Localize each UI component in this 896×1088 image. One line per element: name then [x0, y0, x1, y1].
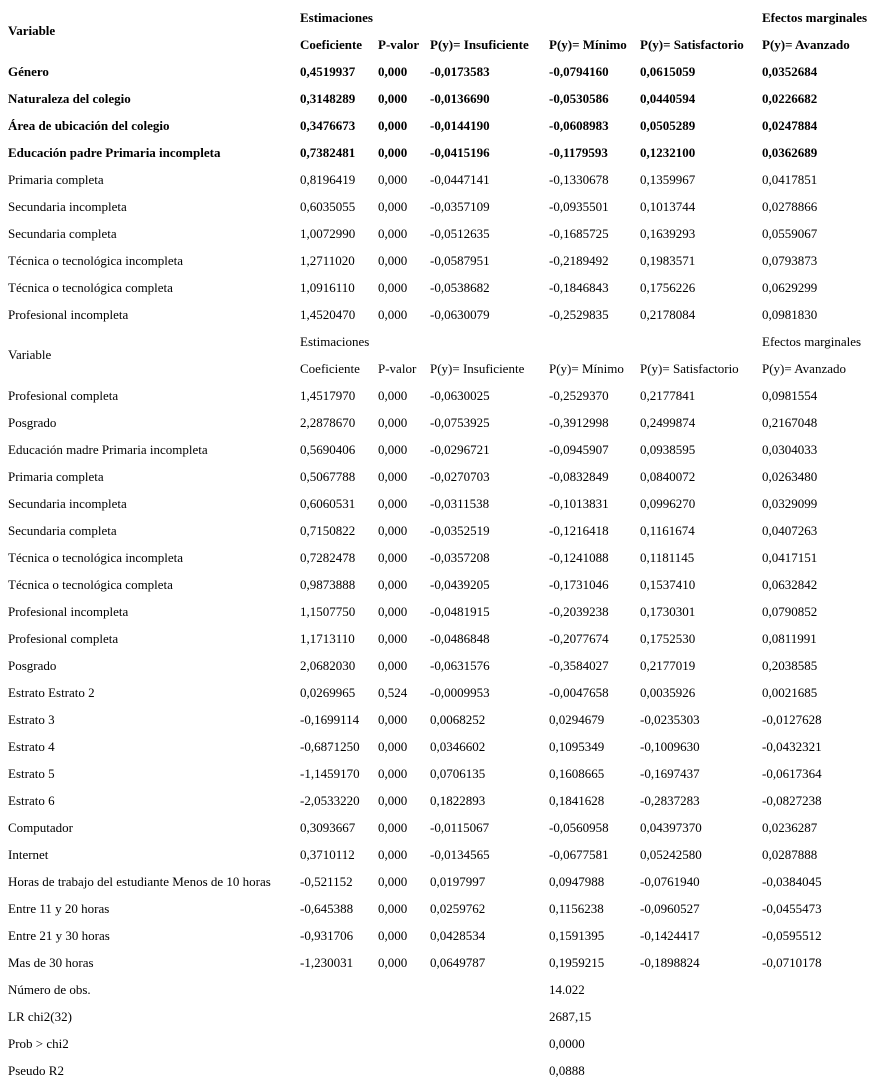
p-valor-cell: 0,000 — [378, 226, 408, 241]
variable-cell: Mas de 30 horas — [8, 955, 94, 970]
col-satisfactorio: P(y)= Satisfactorio — [640, 37, 744, 52]
p-valor-cell: 0,000 — [378, 901, 408, 916]
avanzado-cell: 0,0417851 — [762, 172, 818, 187]
insuficiente-cell: -0,0447141 — [430, 172, 490, 187]
variable-cell: Profesional incompleta — [8, 307, 129, 322]
stat-value: 14.022 — [549, 982, 585, 997]
table-row — [0, 193, 896, 220]
satisfactorio-cell: 0,2499874 — [640, 415, 696, 430]
p-valor-cell: 0,000 — [378, 820, 408, 835]
model-stats — [0, 976, 896, 1084]
variable-cell: Técnica o tecnológica incompleta — [8, 550, 184, 565]
table-body-1 — [0, 58, 896, 328]
insuficiente-cell: -0,0538682 — [430, 280, 490, 295]
avanzado-cell: -0,0595512 — [762, 928, 822, 943]
coeficiente-cell: -0,1699114 — [300, 712, 360, 727]
minimo-cell: 0,1156238 — [549, 901, 604, 916]
col-satisfactorio: P(y)= Satisfactorio — [640, 361, 739, 376]
coeficiente-cell: 0,9873888 — [300, 577, 356, 592]
table-header-2 — [0, 328, 896, 382]
satisfactorio-cell: -0,1697437 — [640, 766, 700, 781]
p-valor-cell: 0,000 — [378, 145, 408, 160]
satisfactorio-cell: -0,1898824 — [640, 955, 700, 970]
table-row — [0, 247, 896, 274]
variable-cell: Estrato 6 — [8, 793, 55, 808]
avanzado-cell: -0,0617364 — [762, 766, 822, 781]
coeficiente-cell: 1,4517970 — [300, 388, 356, 403]
coeficiente-cell: 1,1713110 — [300, 631, 355, 646]
p-valor-cell: 0,000 — [378, 118, 408, 133]
satisfactorio-cell: 0,0615059 — [640, 64, 696, 79]
table-row — [0, 490, 896, 517]
insuficiente-cell: -0,0136690 — [430, 91, 490, 106]
satisfactorio-cell: 0,0035926 — [640, 685, 696, 700]
minimo-cell: -0,0935501 — [549, 199, 609, 214]
table-row — [0, 679, 896, 706]
p-valor-cell: 0,000 — [378, 199, 408, 214]
stat-value: 0,0888 — [549, 1063, 585, 1078]
insuficiente-cell: 0,1822893 — [430, 793, 486, 808]
table-row — [0, 85, 896, 112]
table-row — [0, 949, 896, 976]
variable-cell: Secundaria completa — [8, 523, 117, 538]
p-valor-cell: 0,000 — [378, 739, 408, 754]
insuficiente-cell: 0,0346602 — [430, 739, 486, 754]
minimo-cell: 0,1841628 — [549, 793, 605, 808]
satisfactorio-cell: 0,04397370 — [640, 820, 702, 835]
coeficiente-cell: 0,4519937 — [300, 64, 356, 79]
satisfactorio-cell: 0,1232100 — [640, 145, 696, 160]
table-row — [0, 301, 896, 328]
p-valor-cell: 0,000 — [378, 415, 408, 430]
avanzado-cell: -0,0710178 — [762, 955, 822, 970]
satisfactorio-cell: -0,1009630 — [640, 739, 700, 754]
stat-value: 0,0000 — [549, 1036, 585, 1051]
table-row — [0, 625, 896, 652]
p-valor-cell: 0,000 — [378, 442, 408, 457]
avanzado-cell: 0,0021685 — [762, 685, 818, 700]
insuficiente-cell: -0,0357208 — [430, 550, 490, 565]
insuficiente-cell: 0,0706135 — [430, 766, 486, 781]
stat-row — [0, 976, 896, 1003]
estimaciones-group-header: Estimaciones — [300, 10, 373, 25]
coeficiente-cell: 0,7282478 — [300, 550, 356, 565]
p-valor-cell: 0,000 — [378, 550, 408, 565]
insuficiente-cell: 0,0649787 — [430, 955, 486, 970]
satisfactorio-cell: 0,1756226 — [640, 280, 696, 295]
minimo-cell: -0,1216418 — [549, 523, 609, 538]
satisfactorio-cell: 0,1013744 — [640, 199, 696, 214]
avanzado-cell: -0,0127628 — [762, 712, 822, 727]
stat-label: Pseudo R2 — [8, 1063, 64, 1078]
col-insuficiente: P(y)= Insuficiente — [430, 361, 525, 376]
stat-label: Número de obs. — [8, 982, 91, 997]
minimo-cell: -0,0608983 — [549, 118, 609, 133]
insuficiente-cell: 0,0259762 — [430, 901, 486, 916]
satisfactorio-cell: 0,1181145 — [640, 550, 695, 565]
efectos-marginales-group-header: Efectos marginales — [762, 10, 868, 25]
insuficiente-cell: 0,0197997 — [430, 874, 486, 889]
insuficiente-cell: -0,0311538 — [430, 496, 490, 511]
coeficiente-cell: 0,3148289 — [300, 91, 356, 106]
insuficiente-cell: -0,0630025 — [430, 388, 490, 403]
avanzado-cell: 0,0352684 — [762, 64, 818, 79]
insuficiente-cell: 0,0068252 — [430, 712, 486, 727]
coeficiente-cell: 0,0269965 — [300, 685, 356, 700]
table-row — [0, 166, 896, 193]
insuficiente-cell: -0,0587951 — [430, 253, 490, 268]
minimo-cell: -0,0047658 — [549, 685, 609, 700]
satisfactorio-cell: 0,05242580 — [640, 847, 702, 862]
avanzado-cell: 0,0329099 — [762, 496, 818, 511]
table-row — [0, 544, 896, 571]
minimo-cell: 0,1959215 — [549, 955, 605, 970]
insuficiente-cell: -0,0631576 — [430, 658, 490, 673]
table-row — [0, 274, 896, 301]
coeficiente-cell: 0,6035055 — [300, 199, 356, 214]
stat-row — [0, 1030, 896, 1057]
insuficiente-cell: -0,0173583 — [430, 64, 490, 79]
efectos-marginales-group-header: Efectos marginales — [762, 334, 862, 349]
p-valor-cell: 0,000 — [378, 874, 408, 889]
coeficiente-cell: 1,4520470 — [300, 307, 356, 322]
coeficiente-cell: 0,6060531 — [300, 496, 356, 511]
satisfactorio-cell: 0,0938595 — [640, 442, 696, 457]
avanzado-cell: 0,0362689 — [762, 145, 818, 160]
variable-cell: Educación madre Primaria incompleta — [8, 442, 208, 457]
coeficiente-cell: 0,5690406 — [300, 442, 356, 457]
avanzado-cell: 0,0811991 — [762, 631, 817, 646]
col-p-valor: P-valor — [378, 361, 417, 376]
minimo-cell: -0,1179593 — [549, 145, 608, 160]
insuficiente-cell: -0,0439205 — [430, 577, 490, 592]
avanzado-cell: -0,0384045 — [762, 874, 822, 889]
p-valor-cell: 0,524 — [378, 685, 408, 700]
insuficiente-cell: -0,0512635 — [430, 226, 490, 241]
p-valor-cell: 0,000 — [378, 658, 408, 673]
satisfactorio-cell: 0,1639293 — [640, 226, 696, 241]
stat-row — [0, 1057, 896, 1084]
coeficiente-cell: 0,8196419 — [300, 172, 356, 187]
avanzado-cell: 0,0304033 — [762, 442, 818, 457]
avanzado-cell: 0,0981830 — [762, 307, 818, 322]
table-row — [0, 598, 896, 625]
satisfactorio-cell: 0,1359967 — [640, 172, 696, 187]
minimo-cell: -0,0677581 — [549, 847, 609, 862]
table-row — [0, 733, 896, 760]
variable-cell: Entre 11 y 20 horas — [8, 901, 110, 916]
avanzado-cell: 0,2038585 — [762, 658, 818, 673]
stat-label: LR chi2(32) — [8, 1009, 72, 1024]
variable-cell: Estrato Estrato 2 — [8, 685, 95, 700]
satisfactorio-cell: 0,2178084 — [640, 307, 696, 322]
insuficiente-cell: -0,0009953 — [430, 685, 490, 700]
p-valor-cell: 0,000 — [378, 280, 408, 295]
variable-cell: Técnica o tecnológica completa — [8, 577, 173, 592]
minimo-cell: -0,2189492 — [549, 253, 609, 268]
minimo-cell: -0,2529835 — [549, 307, 609, 322]
avanzado-cell: 0,0790852 — [762, 604, 818, 619]
coeficiente-cell: -0,645388 — [300, 901, 354, 916]
variable-cell: Secundaria completa — [8, 226, 117, 241]
insuficiente-cell: -0,0296721 — [430, 442, 490, 457]
coeficiente-cell: 2,2878670 — [300, 415, 356, 430]
table-row — [0, 436, 896, 463]
minimo-cell: 0,0947988 — [549, 874, 605, 889]
p-valor-cell: 0,000 — [378, 523, 408, 538]
variable-cell: Primaria completa — [8, 172, 104, 187]
col-minimo: P(y)= Mínimo — [549, 37, 627, 52]
table-row — [0, 895, 896, 922]
col-coeficiente: Coeficiente — [300, 361, 360, 376]
variable-cell: Área de ubicación del colegio — [8, 118, 170, 133]
variable-cell: Primaria completa — [8, 469, 104, 484]
insuficiente-cell: -0,0415196 — [430, 145, 490, 160]
table-row — [0, 220, 896, 247]
col-insuficiente: P(y)= Insuficiente — [430, 37, 529, 52]
table-row — [0, 571, 896, 598]
p-valor-cell: 0,000 — [378, 64, 408, 79]
table-row — [0, 787, 896, 814]
stat-value: 2687,15 — [549, 1009, 592, 1024]
coeficiente-cell: -0,6871250 — [300, 739, 360, 754]
variable-cell: Estrato 4 — [8, 739, 55, 754]
minimo-cell: 0,1591395 — [549, 928, 605, 943]
minimo-cell: -0,2039238 — [549, 604, 609, 619]
table-row — [0, 463, 896, 490]
insuficiente-cell: -0,0270703 — [430, 469, 490, 484]
satisfactorio-cell: 0,0440594 — [640, 91, 696, 106]
variable-cell: Género — [8, 64, 49, 79]
variable-cell: Naturaleza del colegio — [8, 91, 131, 106]
avanzado-cell: 0,0981554 — [762, 388, 818, 403]
variable-cell: Internet — [8, 847, 49, 862]
variable-cell: Profesional completa — [8, 631, 119, 646]
minimo-cell: -0,0530586 — [549, 91, 609, 106]
insuficiente-cell: -0,0115067 — [430, 820, 490, 835]
avanzado-cell: -0,0455473 — [762, 901, 822, 916]
coeficiente-cell: 0,7382481 — [300, 145, 356, 160]
variable-cell: Profesional completa — [8, 388, 119, 403]
coeficiente-cell: 1,0916110 — [300, 280, 355, 295]
p-valor-cell: 0,000 — [378, 712, 408, 727]
insuficiente-cell: -0,0486848 — [430, 631, 490, 646]
avanzado-cell: 0,0247884 — [762, 118, 818, 133]
header-row-groups — [0, 4, 896, 38]
insuficiente-cell: 0,0428534 — [430, 928, 486, 943]
insuficiente-cell: -0,0357109 — [430, 199, 490, 214]
coeficiente-cell: -1,1459170 — [300, 766, 360, 781]
satisfactorio-cell: -0,0761940 — [640, 874, 700, 889]
p-valor-cell: 0,000 — [378, 577, 408, 592]
satisfactorio-cell: -0,0235303 — [640, 712, 700, 727]
insuficiente-cell: -0,0753925 — [430, 415, 490, 430]
col-minimo: P(y)= Mínimo — [549, 361, 624, 376]
p-valor-cell: 0,000 — [378, 847, 408, 862]
minimo-cell: -0,1731046 — [549, 577, 609, 592]
minimo-cell: -0,3912998 — [549, 415, 609, 430]
insuficiente-cell: -0,0352519 — [430, 523, 490, 538]
table-row — [0, 112, 896, 139]
table-row — [0, 814, 896, 841]
insuficiente-cell: -0,0144190 — [430, 118, 490, 133]
avanzado-cell: 0,0263480 — [762, 469, 818, 484]
p-valor-cell: 0,000 — [378, 928, 408, 943]
p-valor-cell: 0,000 — [378, 172, 408, 187]
p-valor-cell: 0,000 — [378, 496, 408, 511]
coeficiente-cell: 1,2711020 — [300, 253, 355, 268]
variable-cell: Profesional incompleta — [8, 604, 129, 619]
table-row — [0, 841, 896, 868]
coeficiente-cell: -0,931706 — [300, 928, 354, 943]
table-row — [0, 760, 896, 787]
coeficiente-cell: 0,7150822 — [300, 523, 356, 538]
p-valor-cell: 0,000 — [378, 793, 408, 808]
satisfactorio-cell: 0,1730301 — [640, 604, 696, 619]
avanzado-cell: 0,0793873 — [762, 253, 818, 268]
variable-cell: Educación padre Primaria incompleta — [8, 145, 221, 160]
col-avanzado: P(y)= Avanzado — [762, 37, 850, 52]
avanzado-cell: 0,0278866 — [762, 199, 818, 214]
avanzado-cell: 0,0632842 — [762, 577, 818, 592]
coeficiente-cell: 1,0072990 — [300, 226, 356, 241]
satisfactorio-cell: 0,2177019 — [640, 658, 696, 673]
coeficiente-cell: -2,0533220 — [300, 793, 360, 808]
minimo-cell: -0,1846843 — [549, 280, 609, 295]
table-row — [0, 922, 896, 949]
coeficiente-cell: 0,5067788 — [300, 469, 356, 484]
satisfactorio-cell: 0,2177841 — [640, 388, 696, 403]
p-valor-cell: 0,000 — [378, 388, 408, 403]
header-row-columns — [0, 355, 896, 382]
satisfactorio-cell: 0,0505289 — [640, 118, 696, 133]
table-row — [0, 517, 896, 544]
minimo-cell: -0,2529370 — [549, 388, 609, 403]
p-valor-cell: 0,000 — [378, 604, 408, 619]
satisfactorio-cell: -0,0960527 — [640, 901, 700, 916]
table-row — [0, 652, 896, 679]
avanzado-cell: 0,0226682 — [762, 91, 818, 106]
coeficiente-cell: 0,3710112 — [300, 847, 355, 862]
variable-cell: Entre 21 y 30 horas — [8, 928, 110, 943]
minimo-cell: -0,1013831 — [549, 496, 609, 511]
table-row — [0, 409, 896, 436]
minimo-cell: 0,1608665 — [549, 766, 605, 781]
coeficiente-cell: -1,230031 — [300, 955, 354, 970]
coeficiente-cell: 1,1507750 — [300, 604, 356, 619]
table-row — [0, 706, 896, 733]
table-row — [0, 868, 896, 895]
variable-cell: Secundaria incompleta — [8, 496, 127, 511]
avanzado-cell: 0,0417151 — [762, 550, 818, 565]
satisfactorio-cell: 0,1161674 — [640, 523, 695, 538]
table-row — [0, 58, 896, 85]
p-valor-cell: 0,000 — [378, 766, 408, 781]
satisfactorio-cell: -0,1424417 — [640, 928, 700, 943]
col-p-valor: P-valor — [378, 37, 420, 52]
satisfactorio-cell: 0,1537410 — [640, 577, 696, 592]
variable-cell: Posgrado — [8, 658, 57, 673]
variable-cell: Computador — [8, 820, 73, 835]
avanzado-cell: 0,0407263 — [762, 523, 818, 538]
p-valor-cell: 0,000 — [378, 307, 408, 322]
variable-cell: Horas de trabajo del estudiante Menos de 10 horas — [8, 874, 271, 889]
minimo-cell: -0,1685725 — [549, 226, 609, 241]
avanzado-cell: 0,0236287 — [762, 820, 818, 835]
table-body-2 — [0, 382, 896, 976]
minimo-cell: 0,1095349 — [549, 739, 605, 754]
insuficiente-cell: -0,0134565 — [430, 847, 490, 862]
insuficiente-cell: -0,0630079 — [430, 307, 490, 322]
minimo-cell: -0,0794160 — [549, 64, 609, 79]
coeficiente-cell: -0,521152 — [300, 874, 353, 889]
satisfactorio-cell: 0,0996270 — [640, 496, 696, 511]
table-row — [0, 139, 896, 166]
stat-row — [0, 1003, 896, 1030]
variable-cell: Técnica o tecnológica completa — [8, 280, 173, 295]
p-valor-cell: 0,000 — [378, 469, 408, 484]
regression-results-table — [0, 4, 896, 1084]
minimo-cell: -0,0560958 — [549, 820, 609, 835]
minimo-cell: -0,1241088 — [549, 550, 609, 565]
p-valor-cell: 0,000 — [378, 631, 408, 646]
stat-label: Prob > chi2 — [8, 1036, 69, 1051]
avanzado-cell: -0,0827238 — [762, 793, 822, 808]
variable-cell: Estrato 5 — [8, 766, 55, 781]
avanzado-cell: -0,0432321 — [762, 739, 822, 754]
coeficiente-cell: 2,0682030 — [300, 658, 356, 673]
variable-header: Variable — [8, 347, 52, 362]
minimo-cell: -0,0832849 — [549, 469, 609, 484]
avanzado-cell: 0,0287888 — [762, 847, 818, 862]
header-row-columns — [0, 31, 896, 58]
minimo-cell: -0,0945907 — [549, 442, 609, 457]
satisfactorio-cell: 0,0840072 — [640, 469, 696, 484]
insuficiente-cell: -0,0481915 — [430, 604, 490, 619]
avanzado-cell: 0,2167048 — [762, 415, 818, 430]
table-row — [0, 382, 896, 409]
col-coeficiente: Coeficiente — [300, 37, 363, 52]
minimo-cell: -0,3584027 — [549, 658, 609, 673]
header-row-groups — [0, 328, 896, 362]
satisfactorio-cell: -0,2837283 — [640, 793, 700, 808]
p-valor-cell: 0,000 — [378, 955, 408, 970]
minimo-cell: -0,1330678 — [549, 172, 609, 187]
estimaciones-group-header: Estimaciones — [300, 334, 370, 349]
satisfactorio-cell: 0,1752530 — [640, 631, 696, 646]
minimo-cell: -0,2077674 — [549, 631, 609, 646]
col-avanzado: P(y)= Avanzado — [762, 361, 846, 376]
coeficiente-cell: 0,3476673 — [300, 118, 356, 133]
coeficiente-cell: 0,3093667 — [300, 820, 356, 835]
table-header-1 — [0, 4, 896, 58]
variable-cell: Técnica o tecnológica incompleta — [8, 253, 184, 268]
variable-cell: Estrato 3 — [8, 712, 55, 727]
variable-cell: Posgrado — [8, 415, 57, 430]
p-valor-cell: 0,000 — [378, 253, 408, 268]
p-valor-cell: 0,000 — [378, 91, 408, 106]
minimo-cell: 0,0294679 — [549, 712, 605, 727]
variable-cell: Secundaria incompleta — [8, 199, 127, 214]
satisfactorio-cell: 0,1983571 — [640, 253, 696, 268]
avanzado-cell: 0,0629299 — [762, 280, 818, 295]
variable-header: Variable — [8, 23, 56, 38]
avanzado-cell: 0,0559067 — [762, 226, 818, 241]
